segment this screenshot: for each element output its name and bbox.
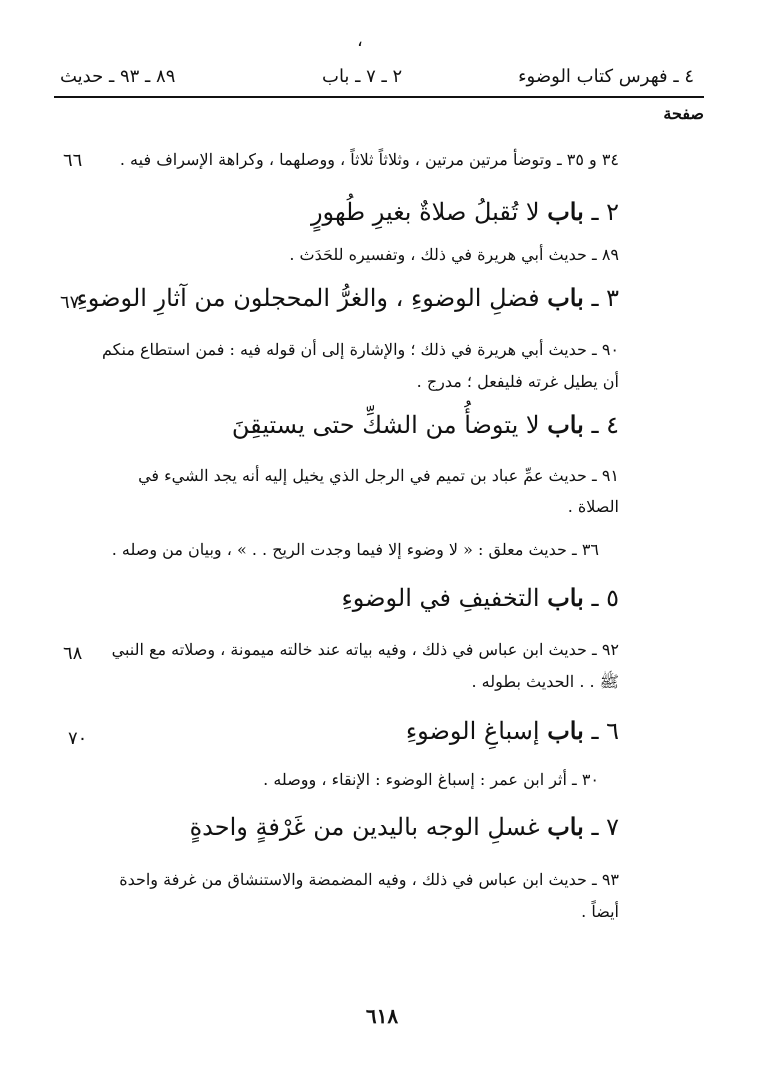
chapter-title: إسباغِ الوضوءِ xyxy=(405,717,540,745)
page-column-label: صفحة xyxy=(663,104,704,123)
chapter-title: لا يتوضأُ من الشكِّ حتى يستيقِنَ xyxy=(231,411,540,439)
entry-text: ٩٠ ـ حديث أبي هريرة في ذلك ؛ والإشارة إلى أن قوله فيه : فمن استطاع منكم xyxy=(102,340,619,359)
header-chapter-range: ٢ ـ ٧ ـ باب xyxy=(322,66,403,87)
entry-page-number: ٦٧ xyxy=(60,292,80,313)
chapter-number: ٤ ـ xyxy=(591,411,619,439)
entry-text-continued: ﷺ . . الحديث بطوله . xyxy=(471,672,619,691)
chapter-number: ٢ ـ xyxy=(591,198,619,226)
chapter-number: ٣ ـ xyxy=(591,284,619,312)
chapter-heading xyxy=(311,197,619,226)
header-title: ٤ ـ فهرس كتاب الوضوء xyxy=(518,66,694,87)
chapter-bab: باب xyxy=(547,812,584,841)
chapter-bab: باب xyxy=(547,583,584,612)
entry-text: ٣٦ ـ حديث معلق : « لا وضوء إلا فيما وجدت الريح . . » ، وبيان من وصله . xyxy=(111,540,599,559)
entry-text: ٩٢ ـ حديث ابن عباس في ذلك ، وفيه بياته عند خالته ميمونة ، وصلاته مع النبي xyxy=(111,640,619,659)
header-rule xyxy=(54,96,704,98)
entry-text-continued: أيضاً . xyxy=(581,902,619,921)
entry-page-number: ٦٨ xyxy=(63,643,83,664)
chapter-number: ٦ ـ xyxy=(591,717,619,745)
chapter-bab: باب xyxy=(547,716,584,745)
entry-text: ٩١ ـ حديث عمِّ عباد بن تميم في الرجل الذي يخيل إليه أنه يجد الشيء في xyxy=(138,466,619,485)
entry-text-continued: أن يطيل غرته فليفعل ؛ مدرج . xyxy=(416,372,619,391)
entry-page-number: ٧٠ xyxy=(68,728,88,749)
chapter-heading xyxy=(341,583,619,612)
entry-text: ٣٠ ـ أثر ابن عمر : إسباغ الوضوء : الإنقاء ، ووصله . xyxy=(263,770,599,789)
chapter-heading xyxy=(190,812,619,841)
chapter-heading xyxy=(232,410,619,439)
entry-text-continued: الصلاة . xyxy=(567,497,619,516)
entry-text: ٩٣ ـ حديث ابن عباس في ذلك ، وفيه المضمضة والاستنشاق من غرفة واحدة xyxy=(119,870,619,889)
entry-text: ٨٩ ـ حديث أبي هريرة في ذلك ، وتفسيره للحَدَث . xyxy=(289,245,619,264)
chapter-bab: باب xyxy=(547,197,584,226)
page-mark: ، xyxy=(357,30,363,51)
chapter-title: لا تُقبلُ صلاةٌ بغيرِ طُهورٍ xyxy=(310,198,540,226)
chapter-bab: باب xyxy=(547,283,584,312)
chapter-heading xyxy=(76,283,619,312)
chapter-number: ٧ ـ xyxy=(591,813,619,841)
chapter-bab: باب xyxy=(547,410,584,439)
chapter-title: التخفيفِ في الوضوءِ xyxy=(341,584,540,612)
entry-text: ٣٤ و ٣٥ ـ وتوضأ مرتين مرتين ، وثلاثاً ثلاثاً ، ووصلهما ، وكراهة الإسراف فيه . xyxy=(119,150,619,169)
chapter-title: غسلِ الوجه باليدين من غَرْفةٍ واحدةٍ xyxy=(189,813,540,841)
footer-page-number: ٦١٨ xyxy=(365,1004,399,1028)
entry-page-number: ٦٦ xyxy=(63,150,83,171)
chapter-heading xyxy=(406,716,619,745)
chapter-number: ٥ ـ xyxy=(591,584,619,612)
chapter-title: فضلِ الوضوءِ ، والغرُّ المحجلون من آثارِ الوضوءِ xyxy=(76,284,540,312)
header-range: ٨٩ ـ ٩٣ ـ حديث xyxy=(60,66,176,87)
